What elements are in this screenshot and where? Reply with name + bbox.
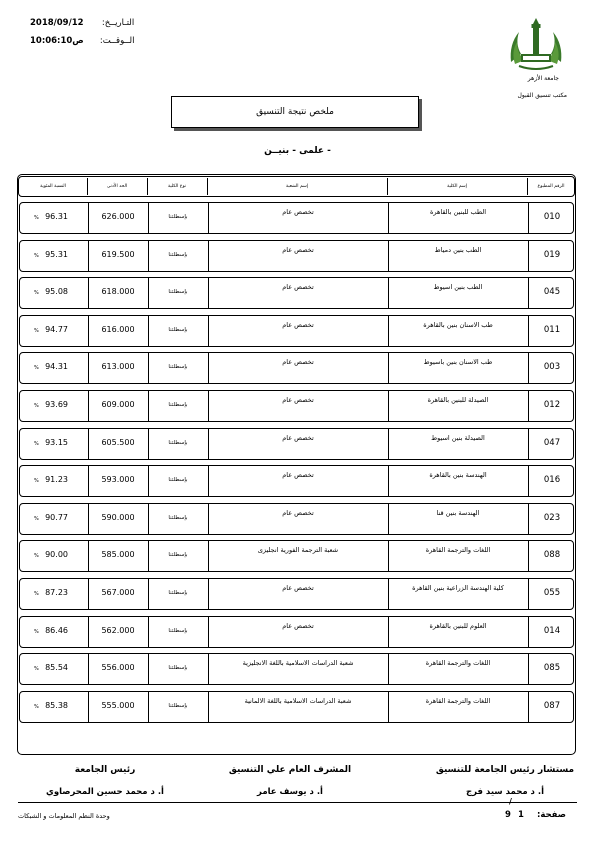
cell-min-score: 616.000 — [101, 324, 135, 334]
time-value: ص10:06:10 — [30, 36, 84, 46]
cell-division: تخصص عام — [282, 433, 314, 442]
cell-division: تخصص عام — [282, 245, 314, 254]
cell-percent: 86.46 — [45, 625, 68, 635]
cell-min-score: 605.500 — [101, 437, 135, 447]
page-label: صفحة: — [537, 810, 567, 820]
cell-type: بإسطلتنا — [168, 251, 188, 258]
cell-percent-sign: % — [34, 591, 39, 597]
table-row — [19, 540, 574, 572]
table-row — [19, 315, 574, 347]
cell-faculty: اللغات والترجمة القاهرة — [425, 546, 491, 555]
cell-faculty: طب الاسنان بنين بالقاهرة — [423, 320, 493, 329]
cell-percent: 91.23 — [45, 475, 68, 485]
cell-percent-sign: % — [34, 327, 39, 334]
cell-percent: 93.69 — [45, 400, 68, 409]
section-title: - علمى - بنيــن — [264, 146, 331, 156]
cell-percent: 94.77 — [45, 324, 68, 334]
header-code: الرقم المطبوع — [537, 184, 565, 189]
cell-division: تخصص عام — [282, 208, 314, 216]
cell-type: بإسطلتنا — [168, 590, 188, 596]
cell-code: 045 — [543, 287, 561, 298]
cell-percent-sign: % — [34, 666, 39, 673]
cell-faculty: اللغات والترجمة القاهرة — [425, 659, 491, 668]
cell-code: 087 — [543, 700, 561, 711]
cell-faculty: الصيدلة للبنين بالقاهرة — [427, 396, 489, 404]
cell-percent-sign: % — [34, 628, 39, 635]
cell-code: 010 — [543, 212, 561, 222]
cell-code: 003 — [543, 362, 561, 373]
cell-percent: 87.23 — [45, 588, 68, 597]
cell-percent: 95.31 — [45, 249, 68, 259]
cell-min-score: 567.000 — [101, 588, 135, 597]
page-separator: / — [509, 797, 512, 806]
cell-code: 011 — [543, 324, 561, 335]
cell-min-score: 556.000 — [101, 663, 135, 673]
header-min-score: الحد الأدنى — [106, 184, 128, 189]
cell-faculty: الصيدلة بنين اسيوط — [431, 433, 485, 442]
cell-percent: 85.54 — [45, 663, 68, 673]
cell-division: شعبة الدراسات الاسلامية باللغة الالمانية — [244, 696, 352, 705]
cell-min-score: 585.000 — [101, 550, 135, 560]
cell-faculty: الطب للبنين بالقاهرة — [429, 208, 487, 216]
cell-code: 088 — [543, 550, 561, 561]
cell-min-score: 619.500 — [101, 249, 135, 259]
cell-type: بإسطلتنا — [168, 364, 188, 371]
cell-code: 014 — [543, 625, 561, 636]
advisor-name: أ. د محمد سيد فرج — [465, 787, 545, 797]
cell-percent-sign: % — [34, 215, 39, 221]
university-name: جامعة الأزهر — [527, 75, 559, 82]
table-row — [19, 691, 574, 723]
cell-min-score: 618.000 — [101, 287, 135, 297]
table-row — [19, 578, 574, 610]
cell-type: بإسطلتنا — [168, 326, 188, 333]
cell-percent: 94.31 — [45, 362, 68, 372]
cell-division: تخصص عام — [282, 621, 314, 630]
cell-percent-sign: % — [34, 703, 39, 710]
date-value: 2018/09/12 — [30, 18, 84, 28]
page-total: 9 — [505, 810, 511, 820]
president-name: أ. د محمد حسين المحرصاوي — [46, 787, 164, 797]
time-row — [30, 36, 134, 46]
cell-percent-sign: % — [34, 515, 39, 522]
table-header — [18, 176, 575, 197]
report-title-text: ملخص نتيجة التنسيق — [256, 107, 334, 117]
header-division: إسم الشعبة — [285, 184, 309, 189]
table-row — [19, 503, 574, 535]
cell-percent: 93.15 — [45, 437, 68, 447]
table-row — [19, 240, 574, 272]
cell-min-score: 590.000 — [101, 512, 135, 522]
cell-code: 055 — [543, 588, 561, 598]
university-logo — [505, 18, 567, 72]
cell-faculty: طب الاسنان بنين باسيوط — [423, 358, 493, 367]
date-row — [30, 18, 134, 28]
table-row — [19, 277, 574, 309]
advisor-title: مستشار رئيس الجامعة للتنسيق — [435, 765, 575, 775]
cell-faculty: الهندسة بنين قنا — [436, 508, 480, 517]
cell-type: بإسطلتنا — [168, 214, 188, 220]
cell-division: تخصص عام — [282, 283, 314, 292]
cell-min-score: 609.000 — [101, 400, 135, 409]
cell-percent-sign: % — [34, 252, 39, 259]
table-row — [19, 653, 574, 685]
cell-code: 019 — [543, 249, 561, 260]
cell-division: تخصص عام — [282, 584, 314, 592]
date-label: التـاريــخ: — [101, 18, 135, 28]
cell-min-score: 613.000 — [101, 362, 135, 372]
report-title — [171, 96, 419, 128]
cell-faculty: العلوم للبنين بالقاهرة — [429, 621, 487, 630]
cell-percent-sign: % — [34, 365, 39, 372]
cell-faculty: الطب بنين اسيوط — [433, 283, 483, 292]
time-label: الــوقــت: — [99, 36, 135, 46]
cell-type: بإسطلتنا — [168, 514, 188, 521]
table-row — [19, 428, 574, 460]
cell-percent-sign: % — [34, 553, 39, 560]
cell-min-score: 626.000 — [101, 212, 135, 221]
page-current: 1 — [518, 810, 524, 820]
cell-faculty: الطب بنين دمياط — [434, 245, 482, 254]
cell-type: بإسطلتنا — [168, 439, 188, 446]
cell-division: تخصص عام — [282, 471, 314, 480]
cell-code: 047 — [543, 437, 561, 448]
cell-percent: 90.00 — [45, 550, 68, 560]
cell-percent: 96.31 — [45, 212, 68, 221]
cell-percent-sign: % — [34, 290, 39, 297]
cell-percent: 90.77 — [45, 512, 68, 522]
cell-type: بإسطلتنا — [168, 665, 188, 672]
supervisor-name: أ. د يوسف عامر — [257, 787, 323, 797]
cell-percent: 95.08 — [45, 287, 68, 297]
cell-code: 023 — [543, 512, 561, 523]
cell-division: شعبة الترجمة الفورية انجليزى — [257, 546, 339, 555]
cell-faculty: الهندسة بنين بالقاهرة — [429, 471, 487, 480]
cell-faculty: اللغات والترجمة القاهرة — [425, 696, 491, 705]
cell-division: تخصص عام — [282, 508, 314, 517]
cell-division: تخصص عام — [282, 396, 314, 404]
cell-division: شعبة الدراسات الاسلامية باللغة الانجليزية — [242, 659, 354, 668]
table-row — [19, 202, 574, 234]
header-percent: النسبة المئوية — [40, 184, 66, 189]
table-row — [19, 616, 574, 648]
cell-faculty: كلية الهندسة الزراعية بنين القاهرة — [412, 584, 504, 592]
cell-division: تخصص عام — [282, 358, 314, 367]
cell-type: بإسطلتنا — [168, 702, 188, 709]
cell-type: بإسطلتنا — [168, 402, 188, 408]
footer-divider — [18, 802, 577, 803]
cell-percent: 85.38 — [45, 700, 68, 710]
header-faculty: إسم الكلية — [447, 184, 467, 189]
table-row — [19, 465, 574, 497]
supervisor-title: المشرف العام علي التنسيق — [228, 765, 352, 775]
cell-percent-sign: % — [34, 440, 39, 447]
cell-min-score: 593.000 — [101, 475, 135, 485]
header-type: نوع الكلية — [167, 184, 187, 189]
cell-type: بإسطلتنا — [168, 627, 188, 634]
cell-min-score: 555.000 — [101, 700, 135, 710]
cell-percent-sign: % — [34, 478, 39, 485]
cell-type: بإسطلتنا — [168, 552, 188, 559]
cell-code: 085 — [543, 663, 561, 674]
cell-type: بإسطلتنا — [168, 477, 188, 484]
cell-type: بإسطلتنا — [168, 289, 188, 296]
table-row — [19, 352, 574, 384]
cell-min-score: 562.000 — [101, 625, 135, 635]
footer-unit: وحدة النظم المعلومات و الشبكات — [18, 812, 110, 820]
cell-code: 012 — [543, 400, 561, 410]
office-name: مكتب تنسيق القبول — [517, 92, 567, 99]
president-title: رئيس الجامعة — [74, 765, 136, 775]
cell-division: تخصص عام — [282, 320, 314, 329]
cell-percent-sign: % — [34, 403, 39, 409]
cell-code: 016 — [543, 475, 561, 486]
table-row — [19, 390, 574, 422]
